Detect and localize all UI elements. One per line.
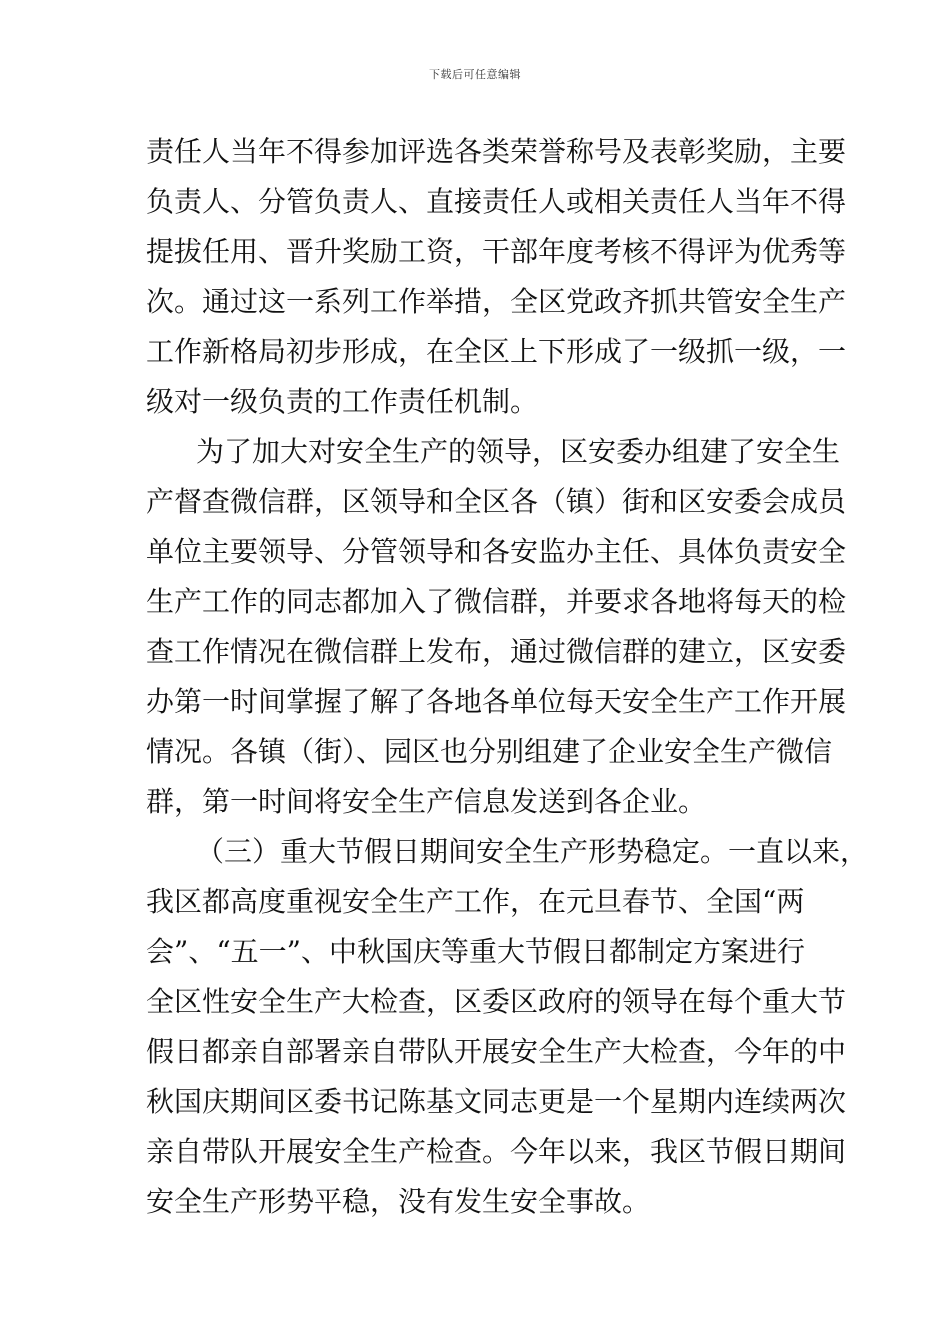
text-line: 负责人、分管负责人、直接责任人或相关责任人当年不得 xyxy=(146,185,847,218)
page-header: 下载后可任意编辑 xyxy=(429,68,521,81)
text-line: 办第一时间掌握了解了各地各单位每天安全生产工作开展 xyxy=(146,685,847,718)
text-line: 责任人当年不得参加评选各类荣誉称号及表彰奖励，主要 xyxy=(146,135,847,168)
text-line: 亲自带队开展安全生产检查。今年以来，我区节假日期间 xyxy=(146,1135,847,1168)
text-line: 提拔任用、晋升奖励工资，干部年度考核不得评为优秀等 xyxy=(146,235,847,268)
text-line: 群，第一时间将安全生产信息发送到各企业。 xyxy=(146,785,707,818)
text-line: 工作新格局初步形成，在全区上下形成了一级抓一级，一 xyxy=(146,335,847,368)
paragraph xyxy=(146,127,847,427)
text-line: 情况。各镇（街）、园区也分别组建了企业安全生产微信 xyxy=(146,735,833,768)
document-body xyxy=(146,127,869,1227)
text-line: 产督查微信群，区领导和全区各（镇）街和区安委会成员 xyxy=(146,485,847,518)
text-line: （三）重大节假日期间安全生产形势稳定。一直以来， xyxy=(196,835,869,868)
text-line: 我区都高度重视安全生产工作，在元旦春节、全国“两 xyxy=(146,885,805,918)
text-line: 安全生产形势平稳，没有发生安全事故。 xyxy=(146,1185,651,1218)
text-line: 为了加大对安全生产的领导，区安委办组建了安全生 xyxy=(196,435,841,468)
text-line: 次。通过这一系列工作举措，全区党政齐抓共管安全生产 xyxy=(146,285,847,318)
text-line: 会”、“五一”、中秋国庆等重大节假日都制定方案进行 xyxy=(146,935,805,968)
text-line: 生产工作的同志都加入了微信群，并要求各地将每天的检 xyxy=(146,585,847,618)
paragraph xyxy=(146,427,847,827)
text-line: 假日都亲自部署亲自带队开展安全生产大检查，今年的中 xyxy=(146,1035,847,1068)
text-line: 秋国庆期间区委书记陈基文同志更是一个星期内连续两次 xyxy=(146,1085,847,1118)
text-line: 查工作情况在微信群上发布，通过微信群的建立，区安委 xyxy=(146,635,847,668)
text-line: 单位主要领导、分管领导和各安监办主任、具体负责安全 xyxy=(146,535,847,568)
text-line: 全区性安全生产大检查，区委区政府的领导在每个重大节 xyxy=(146,985,847,1018)
text-line: 级对一级负责的工作责任机制。 xyxy=(146,385,539,418)
paragraph xyxy=(146,827,869,1227)
